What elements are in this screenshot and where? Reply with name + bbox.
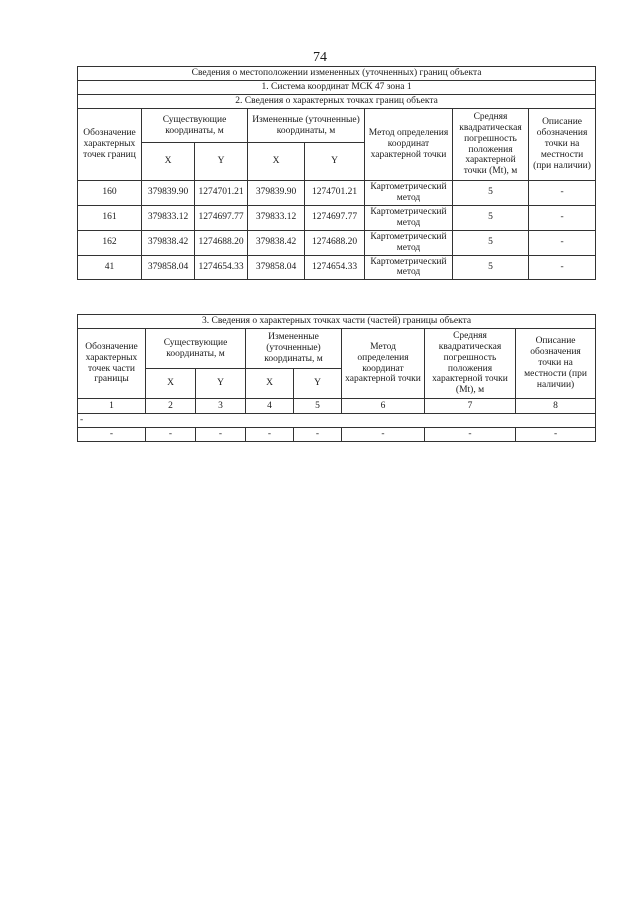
part-boundary-points-table [77,314,596,442]
header-designation: Обозначение характерных точек границ [78,109,142,181]
section2-title: 2. Сведения о характерных точках границ объекта [78,95,596,109]
coordinate-system: 1. Система координат МСК 47 зона 1 [78,81,596,95]
table-row [78,230,596,255]
cell-empty: - [342,427,425,441]
header-accuracy: Средняя квадратическая погрешность положения характерной точки (Mt), м [425,329,516,399]
header-existing: Существующие координаты, м [142,109,248,143]
column-number: 2 [146,399,196,414]
header-x-existing: X [142,143,195,181]
header-x-changed: X [246,369,294,399]
header-changed: Измененные (уточненные) координаты, м [248,109,365,143]
cell-x-existing: 379833.12 [142,205,195,230]
cell-accuracy: 5 [453,255,529,280]
table-row [78,427,596,441]
page-number: 74 [313,50,327,65]
cell-empty: - [425,427,516,441]
column-number: 4 [246,399,294,414]
cell-description: - [529,205,596,230]
boundary-points-table [77,66,596,280]
header-method: Метод определения координат характерной точки [365,109,453,181]
header-method: Метод определения координат характерной точки [342,329,425,399]
cell-y-existing: 1274654.33 [195,255,248,280]
cell-x-changed: 379833.12 [248,205,305,230]
cell-x-existing: 379838.42 [142,230,195,255]
header-y-existing: Y [196,369,246,399]
cell-empty: - [246,427,294,441]
header-designation: Обозначение характерных точек части границы [78,329,146,399]
cell-description: - [529,255,596,280]
column-number: 3 [196,399,246,414]
cell-x-changed: 379838.42 [248,230,305,255]
part-number-cell: - [78,414,596,428]
cell-y-changed: 1274688.20 [305,230,365,255]
cell-y-existing: 1274688.20 [195,230,248,255]
header-existing: Существующие координаты, м [146,329,246,369]
table-row [78,255,596,280]
cell-empty: - [196,427,246,441]
cell-method: Картометрический метод [365,255,453,280]
cell-accuracy: 5 [453,181,529,206]
cell-point: 41 [78,255,142,280]
column-number: 6 [342,399,425,414]
header-description: Описание обозначения точки на местности (при наличии) [529,109,596,181]
cell-point: 160 [78,181,142,206]
table-row [78,181,596,206]
cell-y-existing: 1274697.77 [195,205,248,230]
table-row [78,205,596,230]
cell-x-existing: 379839.90 [142,181,195,206]
cell-point: 161 [78,205,142,230]
cell-y-changed: 1274701.21 [305,181,365,206]
cell-accuracy: 5 [453,205,529,230]
cell-y-changed: 1274697.77 [305,205,365,230]
column-number: 8 [516,399,596,414]
cell-empty: - [294,427,342,441]
cell-y-existing: 1274701.21 [195,181,248,206]
cell-empty: - [78,427,146,441]
cell-description: - [529,230,596,255]
document-title: Сведения о местоположении измененных (уточненных) границ объекта [78,67,596,81]
cell-x-existing: 379858.04 [142,255,195,280]
part-row [78,414,596,428]
header-description: Описание обозначения точки на местности (при наличии) [516,329,596,399]
cell-y-changed: 1274654.33 [305,255,365,280]
column-number: 1 [78,399,146,414]
header-y-existing: Y [195,143,248,181]
header-accuracy: Средняя квадратическая погрешность положения характерной точки (Mt), м [453,109,529,181]
column-number: 5 [294,399,342,414]
cell-method: Картометрический метод [365,205,453,230]
header-x-changed: X [248,143,305,181]
header-changed: Измененные (уточненные) координаты, м [246,329,342,369]
cell-empty: - [146,427,196,441]
cell-method: Картометрический метод [365,230,453,255]
cell-description: - [529,181,596,206]
cell-method: Картометрический метод [365,181,453,206]
column-numbers-row [78,399,596,414]
header-y-changed: Y [305,143,365,181]
header-x-existing: X [146,369,196,399]
cell-empty: - [516,427,596,441]
cell-x-changed: 379858.04 [248,255,305,280]
section3-title: 3. Сведения о характерных точках части (частей) границы объекта [78,315,596,329]
cell-x-changed: 379839.90 [248,181,305,206]
cell-accuracy: 5 [453,230,529,255]
cell-point: 162 [78,230,142,255]
header-y-changed: Y [294,369,342,399]
column-number: 7 [425,399,516,414]
